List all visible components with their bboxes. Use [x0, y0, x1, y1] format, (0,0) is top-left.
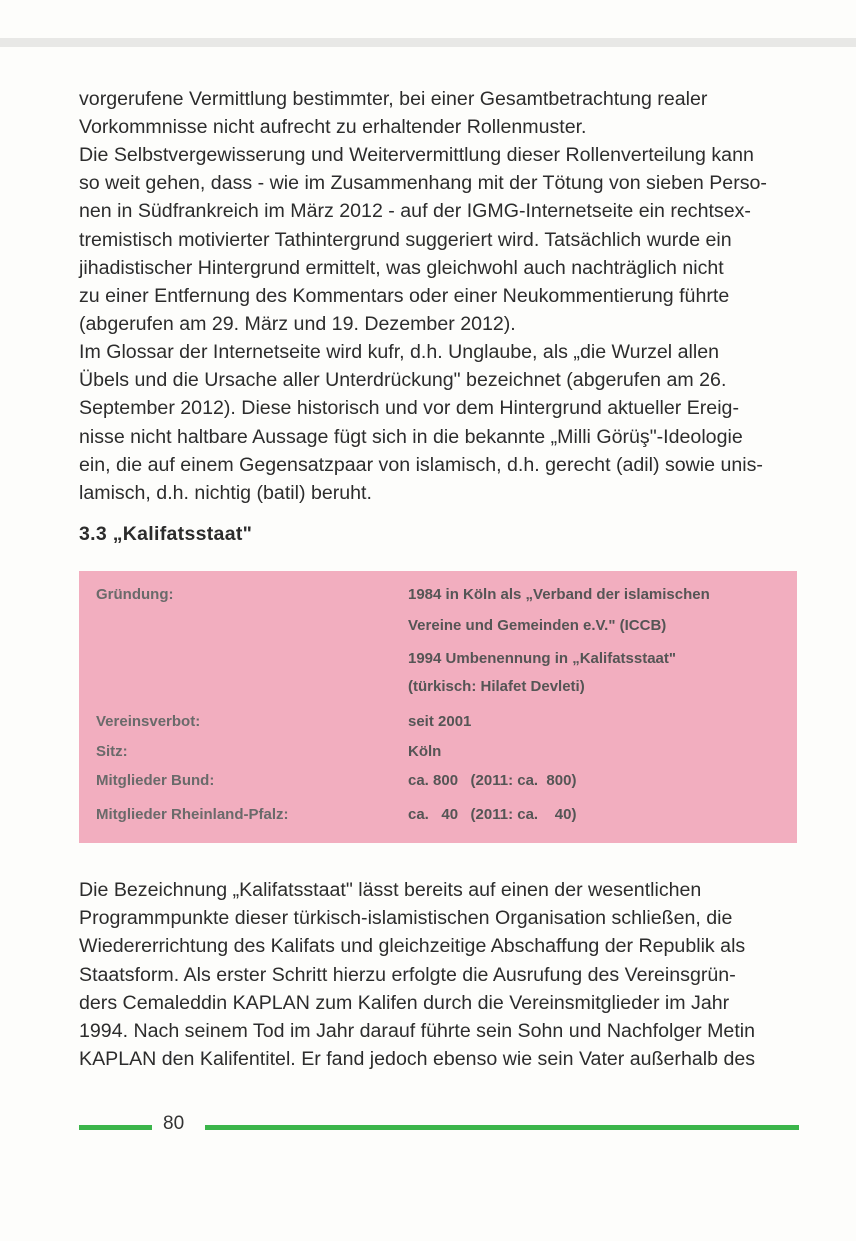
- value-members-federal: ca. 800 (2011: ca. 800): [408, 772, 577, 789]
- label-members-rlp: Mitglieder Rheinland-Pfalz:: [96, 806, 289, 823]
- text-line: nen in Südfrankreich im März 2012 - auf der IGMG-Internetseite ein rechtsex-: [79, 200, 751, 223]
- text-line: Programmpunkte dieser türkisch-islamistischen Organisation schließen, die: [79, 907, 733, 930]
- page-number: 80: [163, 1113, 185, 1134]
- paragraph-intro-continuation: [79, 85, 779, 141]
- text-line: zu einer Entfernung des Kommentars oder einer Neukommentierung führte: [79, 285, 730, 308]
- value-ban: seit 2001: [408, 713, 472, 730]
- paragraph-kalifatsstaat: [79, 876, 779, 1073]
- text-line: Übels und die Ursache aller Unterdrückung" bezeichnet (abgerufen am 26.: [79, 369, 727, 392]
- fact-box: [79, 571, 797, 843]
- text-line: Im Glossar der Internetseite wird kufr, d.h. Unglaube, als „die Wurzel allen: [79, 341, 719, 363]
- text-line: jihadistischer Hintergrund ermittelt, was gleichwohl auch nachträglich nicht: [79, 256, 724, 279]
- text-line: so weit gehen, dass - wie im Zusammenhang mit der Tötung von sieben Perso-: [79, 172, 767, 195]
- paragraph-igmg-website: [79, 141, 779, 338]
- top-scan-border: [0, 38, 856, 47]
- text-line: tremistisch motivierter Tathintergrund suggeriert wird. Tatsächlich wurde ein: [79, 228, 732, 251]
- value-seat: Köln: [408, 743, 442, 760]
- value-members-rlp: ca. 40 (2011: ca. 40): [408, 806, 577, 823]
- label-ban: Vereinsverbot:: [96, 713, 201, 730]
- text-line: nisse nicht haltbare Aussage fügt sich in die bekannte „Milli Görüş"-Ideologie: [79, 425, 743, 448]
- text-line: Die Selbstvergewisserung und Weitervermittlung dieser Rollenverteilung kann: [79, 144, 754, 166]
- value-founding-line: (türkisch: Hilafet Devleti): [408, 678, 585, 695]
- footer-rule-right: [205, 1125, 799, 1130]
- text-line: Vorkommnisse nicht aufrecht zu erhaltender Rollenmuster.: [79, 116, 587, 139]
- text-line: ein, die auf einem Gegensatzpaar von islamisch, d.h. gerecht (adil) sowie unis-: [79, 453, 763, 476]
- text-line: 1994. Nach seinem Tod im Jahr darauf führte sein Sohn und Nachfolger Metin: [79, 1020, 756, 1043]
- value-founding-line: Vereine und Gemeinden e.V." (ICCB): [408, 617, 667, 634]
- text-line: Wiedererrichtung des Kalifats und gleichzeitige Abschaffung der Republik als: [79, 935, 746, 958]
- value-founding-line: 1984 in Köln als „Verband der islamischen: [408, 586, 710, 603]
- value-founding-line: 1994 Umbenennung in „Kalifatsstaat": [408, 650, 677, 667]
- footer-rule-left: [79, 1125, 152, 1130]
- text-line: Die Bezeichnung „Kalifatsstaat" lässt bereits auf einen der wesentlichen: [79, 879, 702, 901]
- text-line: Staatsform. Als erster Schritt hierzu erfolgte die Ausrufung des Vereinsgrün-: [79, 963, 736, 986]
- text-line: ders Cemaleddin KAPLAN zum Kalifen durch die Vereinsmitglieder im Jahr: [79, 991, 730, 1014]
- section-heading: 3.3 „Kalifatsstaat": [79, 523, 253, 545]
- label-seat: Sitz:: [96, 743, 128, 760]
- text-line: (abgerufen am 29. März und 19. Dezember 2012).: [79, 313, 516, 336]
- label-founding: Gründung:: [96, 586, 174, 603]
- text-line: vorgerufene Vermittlung bestimmter, bei einer Gesamtbetrachtung realer: [79, 88, 708, 110]
- paragraph-glossary: [79, 338, 779, 507]
- text-line: September 2012). Diese historisch und vor dem Hintergrund aktueller Ereig-: [79, 397, 739, 420]
- label-members-federal: Mitglieder Bund:: [96, 772, 215, 789]
- text-line: lamisch, d.h. nichtig (batil) beruht.: [79, 482, 372, 505]
- text-line: KAPLAN den Kalifentitel. Er fand jedoch ebenso wie sein Vater außerhalb des: [79, 1048, 756, 1071]
